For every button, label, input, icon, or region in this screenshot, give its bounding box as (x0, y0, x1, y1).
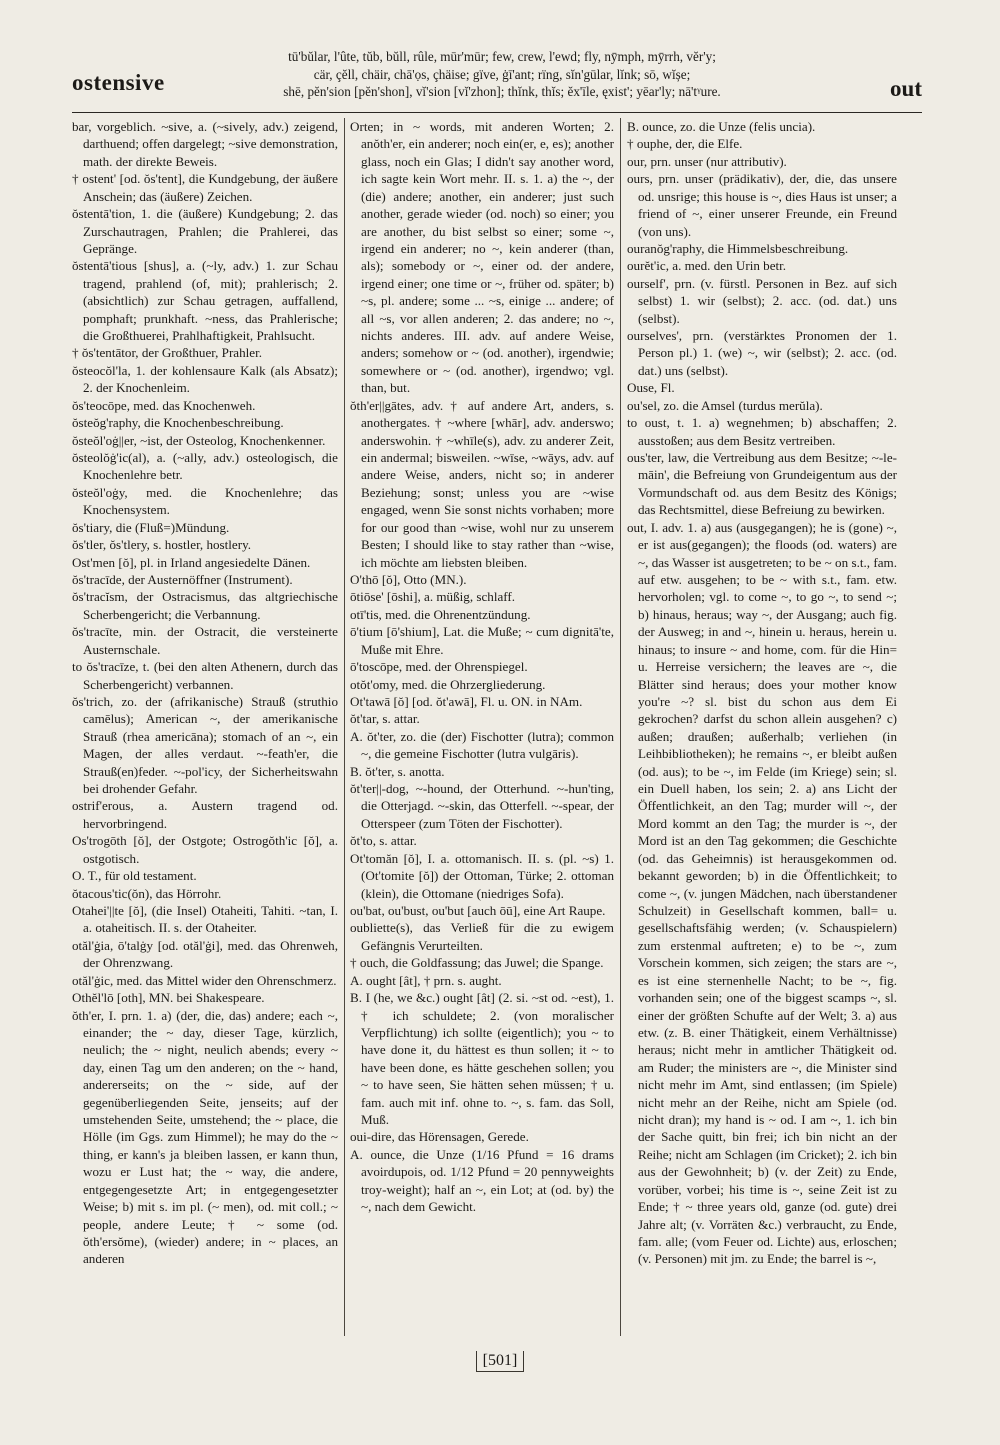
dictionary-entry: A. ought [ât], † prn. s. aught. (350, 972, 502, 988)
dictionary-entry: B. I (he, we &c.) ought [ât] (2. si. ~st od. ~est), 1. † ich schuldete; 2. (von moralischer Verpflichtung) ich sollte (eigentlich); you ~ to have done it, du hättest es thun sollen; it ~ to have been done, es hätte geschehen sollen; you ~ to have seen, Sie hätten sehen müssen; † u. fam. auch mit inf. ohne to. ~, s. fam. das Soll, Muß. (350, 990, 614, 1128)
dictionary-entry: † ouch, die Goldfassung; das Juwel; die Spange. (350, 955, 604, 971)
dictionary-entry: ŏs'tracīde, der Austernöffner (Instrument). (72, 571, 293, 587)
page-number-box (0, 1352, 1000, 1370)
dictionary-entry: ŏth'er||gātes, adv. † auf andere Art, anders, s. anothergates. † ~where [whār], adv. anderswo; anderswohin. † ~whīle(s), adv. zu anderer Zeit, ein andermal; bisweilen. ~wīse, ~wāys, adv. auf andere Weise, anders, nicht so; in anderer Beziehung; sonst; unless you are ~wise engaged, wenn Sie sonst nichts vorhaben; more for our good than ~wise, wohl nur zu unserem Besten; I should like to stay rather than ~wise, ich möchte am liebsten bleiben. (350, 397, 614, 570)
column-2 (350, 118, 614, 1336)
dictionary-entry: ŏs'teocōpe, med. das Knochenweh. (72, 397, 256, 413)
dictionary-entry: ostrif'erous, a. Austern tragend od. hervorbringend. (72, 798, 338, 831)
dictionary-entry: ŏt'to, s. attar. (350, 833, 417, 849)
dictionary-entry: ŏs'tracīte, min. der Ostracit, die versteinerte Austernschale. (72, 624, 338, 657)
dictionary-entry: ŏs'tiary, die (Fluß=)Mündung. (72, 519, 230, 535)
column-divider (344, 118, 345, 1336)
dictionary-entry: to oust, t. 1. a) wegnehmen; b) abschaffen; 2. ausstoßen; aus dem Besitz vertreiben. (627, 415, 897, 448)
dictionary-entry: † ostent' [od. ŏs'tent], die Kundgebung, der äußere Anschein; das (äußere) Zeichen. (72, 171, 338, 204)
pronunciation-key (212, 48, 792, 101)
dictionary-entry: Orten; in ~ words, mit anderen Worten; 2. anŏth'er, ein anderer; noch ein(er, e, es); another glass, noch ein Glas; I didn't say another word, ich sagte kein Wort mehr. II. s. 1. a) the ~, der (die) andere; another, ein anderer; just such another, gerade wieder (od. noch) so einer; you are another, du bist selbst so einer; some ~, irgend ein anderer; no ~, kein anderer (than, als); somebody or ~, einer od. der andere, irgend einer; one time or ~, früher od. später; b) ~s, pl. andere; some ... ~s, einige ... andere; of all ~s, vor allen anderen; 2. das andere; no ~, nichts anderes. III. adv. auf andere Weise, anders; somehow or ~ (od. another), irgendwie; somewhere or ~ (od. another), irgendwo; vgl. than, but. (350, 119, 614, 396)
dictionary-entry: ŏsteocŏl'la, 1. der kohlensaure Kalk (als Absatz); 2. der Knochenleim. (72, 362, 338, 396)
dictionary-entry: oubliette(s), das Verließ für die zu ewigem Gefängnis Verurteilten. (350, 920, 614, 953)
dictionary-entry: otăl'ġic, med. das Mittel wider den Ohrenschmerz. (72, 972, 337, 988)
dictionary-entry: ŏs'trich, zo. der (afrikanische) Strauß (struthio camēlus); American ~, der amerikanische Strauß (rhea americāna); stomach of an ~, ein Magen, der alles verdaut. ~-feath'er, die Strauß(en)feder. ~-pol'icy, der Sicherheitswahn bei drohender Gefahr. (72, 693, 338, 797)
dictionary-entry: to ŏs'tracīze, t. (bei den alten Athenern, durch das Scherbengericht) verbannen. (72, 659, 338, 692)
dictionary-entry: ŏt'ter||-dog, ~-hound, der Otterhund. ~-hun'ting, die Otterjagd. ~-skin, das Otterfell. ~-spear, der Otterspeer (zum Töten der Fischotter). (350, 781, 614, 831)
dictionary-entry: A. ounce, die Unze (1/16 Pfund = 16 drams avoirdupois, od. 1/12 Pfund = 20 pennyweights troy-weight); half an ~, ein Lot; at (od. by) the ~, nach dem Gewicht. (350, 1146, 614, 1215)
dictionary-entry: † ŏs'tentātor, der Großthuer, Prahler. (72, 345, 263, 361)
dictionary-entry: oui-dire, das Hörensagen, Gerede. (350, 1129, 529, 1145)
dictionary-entry: ŏt'tar, s. attar. (350, 711, 420, 727)
dictionary-entry: Othĕl'lō [oth], MN. bei Shakespeare. (72, 990, 265, 1006)
dictionary-entry: ŏsteŏg'raphy, die Knochenbeschreibung. (72, 415, 284, 431)
column-divider (620, 118, 621, 1336)
dictionary-entry: ouranŏg'raphy, die Himmelsbeschreibung. (627, 240, 849, 256)
guide-word-left: ostensive (72, 70, 165, 95)
dictionary-entry: ourself', prn. (v. fürstl. Personen in Bez. auf sich selbst) 1. wir (selbst); 2. acc. (od. dat.) uns (selbst). (627, 275, 897, 326)
column-3 (627, 118, 897, 1336)
dictionary-entry: ou'sel, zo. die Amsel (turdus merŭla). (627, 397, 823, 413)
dictionary-entry: ou'bat, ou'bust, ou'but [auch ōū], eine Art Raupe. (350, 902, 606, 918)
dictionary-entry: otŏt'omy, med. die Ohrzergliederung. (350, 676, 546, 692)
dictionary-entry: ŏs'tracĭsm, der Ostracismus, das altgriechische Scherbengericht; die Verbannung. (72, 589, 338, 622)
dictionary-entry: ous'ter, law, die Vertreibung aus dem Besitze; ~-le-māin', die Befreiung von Grundeigentum aus der Vormundschaft od. aus dem Besitz des Königs; das Rechtsmittel, diese Befreiung zu bewirken. (627, 450, 897, 518)
dictionary-entry: ŏstentā'tion, 1. die (äußere) Kundgebung; 2. das Zurschautragen, Prahlen; die Prahlerei, das Gepränge. (72, 206, 338, 256)
dictionary-entry: Ot'tomăn [ŏ], I. a. ottomanisch. II. s. (pl. ~s) 1. (Ot'tomite [ŏ]) der Ottoman, Türke; 2. ottoman (klein), die Ottomane (niedriges Sofa). (350, 850, 614, 901)
dictionary-entry: ours, prn. unser (prädikativ), der, die, das unsere od. unsrige; this house is ~, dies Haus ist unser; a friend of ~, einer unserer Freunde, ein Freund (von uns). (627, 171, 897, 239)
dictionary-entry: Ost'men [ŏ], pl. in Irland angesiedelte Dänen. (72, 554, 311, 570)
dictionary-entry: Ot'tawā [ŏ] [od. ŏt'awā], Fl. u. ON. in NAm. (350, 693, 583, 709)
dictionary-entry: ō'tium [ō'shium], Lat. die Muße; ~ cum dignitā'te, Muße mit Ehre. (350, 624, 614, 657)
column-1 (72, 118, 338, 1336)
pronunciation-key-line: tū'bŭlar, l'ûte, tŭb, bŭll, rûle, mūr'mūr; few, crew, l'ewd; fly, nȳmph, mȳrrh, vĕr'y; (288, 49, 716, 64)
dictionary-entry: ŏth'er, I. prn. 1. a) (der, die, das) andere; each ~, einander; the ~ day, dieser Tage, kürzlich, neulich; the ~ night, neulich abends; every ~ day, einen Tag um den anderen; on the ~ hand, andererseits; on the ~ side, auf der gegenüberliegenden Seite, jenseits; auf der umstehenden Seite, umstehend; the ~ place, die Hölle (im Ggs. zum Himmel); he may do the ~ thing, er kann's ja bleiben lassen, er kann thun, wozu er Lust hat; the ~ way, die andere, entgegengesetzte Art; in entgegengesetzter Weise; b) mit s. im pl. (~ men), od. mit coll.; ~ people, andere Leute; † ~ some (od. ŏth'ersŏme), (wieder) andere; in ~ places, an anderen (72, 1007, 338, 1267)
dictionary-entry: bar, vorgeblich. ~sive, a. (~sively, adv.) zeigend, darthuend; offen dargelegt; ~sive demonstration, math. der direkte Beweis. (72, 119, 338, 169)
dictionary-entry: O. T., für old testament. (72, 868, 197, 884)
dictionary-entry: B. ounce, zo. die Unze (felis uncia). (627, 119, 816, 134)
header-rule (72, 112, 922, 113)
dictionary-entry: ŏtacous'tic(ŏn), das Hörrohr. (72, 885, 222, 901)
dictionary-entry: ŏsteŏl'oġ||er, ~ist, der Osteolog, Knochenkenner. (72, 432, 326, 448)
dictionary-entry: ourselves', prn. (verstärktes Pronomen der 1. Person pl.) 1. (we) ~, wir (selbst); 2. acc. (od. dat.) uns (selbst). (627, 328, 897, 378)
dictionary-entry: O'thō [ŏ], Otto (MN.). (350, 571, 467, 587)
dictionary-entry: otī'tis, med. die Ohrenentzündung. (350, 606, 531, 622)
page-number: [501] (476, 1351, 525, 1372)
dictionary-entry: ō'toscōpe, med. der Ohrenspiegel. (350, 659, 528, 675)
dictionary-entry: ōtiōse' [ōshi], a. müßig, schlaff. (350, 589, 516, 605)
dictionary-entry: B. ŏt'ter, s. anotta. (350, 763, 445, 779)
pronunciation-key-line: cär, çĕll, chäir, chā'ọs, çhäise; gïve, ġī'ant; rïng, sĭn'gūlar, lĭnk; sō, wĭșe; (313, 66, 691, 82)
dictionary-entry: our, prn. unser (nur attributiv). (627, 153, 787, 169)
dictionary-entry: ŏstentā'tious [shus], a. (~ly, adv.) 1. zur Schau tragend, prahlend (of, mit); prahlerisch; 2. (absichtlich) zur Schau getragen, auffallend, pomphaft; prunkhaft. ~ness, das Prahlerische; die Großthuerei, Prahlhaftigkeit, Prahlsucht. (72, 258, 338, 344)
dictionary-entry: A. ŏt'ter, zo. die (der) Fischotter (lutra); common ~, die gemeine Fischotter (lutra vulgāris). (350, 728, 614, 762)
pronunciation-key-line: shē, pĕn'sion [pĕn'shon], vĭ'sion [vĭ'zhon]; thĭnk, thĭs; ĕx'īle, ęxist'; yēar'ly; nā'tᵞure. (283, 84, 721, 99)
dictionary-entry: otăl'ġia, ō'talġy [od. otăl'ġi], med. das Ohrenweh, der Ohrenzwang. (72, 937, 338, 971)
dictionary-entry: Os'trogōth [ŏ], der Ostgote; Ostrogŏth'ic [ŏ], a. ostgotisch. (72, 833, 338, 866)
guide-word-right: out (890, 76, 922, 101)
dictionary-entry: ourĕt'ic, a. med. den Urin betr. (627, 258, 787, 274)
dictionary-entry: ŏsteŏl'oġy, med. die Knochenlehre; das Knochensystem. (72, 484, 338, 518)
dictionary-entry: out, I. adv. 1. a) aus (ausgegangen); he is (gone) ~, er ist aus(gegangen); the floods (od. waters) are ~, das Wasser ist ausgetreten; to be ~ on s.t., fam. auf etw. ausgehen; to be ~ with s.t., fam. etw. hervorholen; vgl. to come ~, to go ~, to send ~; b) hinaus, heraus; way ~, der Ausgang; auch fig. der Ausweg; in and ~, hinein u. heraus, herein u. hinaus; to insure ~ and home, com. für die Hin= u. Herreise versichern; the leaves are ~, die Blätter sind heraus; does your mother know you're ~? sl. bist du schon aus dem Ei gekrochen? darfst du schon allein ausgehen? c) außen; draußen; außerhalb; verliehen (in Leihbibliotheken); he remains ~, er bleibt außen (od. aus); to be ~, im Felde (im Kriege) sein; sl. ein Duell haben, los sein; 2. a) ans Licht der Öffentlichkeit, an den Tag; murder will ~, der Mord kommt an den Tag; the murder is ~, der Mord ist an den Tag gekommen; die Geschichte (od. das Geheimnis) ist herausgekommen od. bekannt geworden; b) in die Öffentlichkeit; to come ~, (v. jungen Mädchen, nach überstandener Schulzeit) in Gesellschaft kommen, ball= u. gesellschaftsfähig werden; (v. Schauspielern) zum erstenmal auftreten; e) to be ~, zum Vorschein kommen, sich zeigen; the stars are ~, es ist eine sternenhelle Nacht; to be ~, fig. vorhanden sein; one of the biggest scamps ~, sl. einer der größten Schufte auf der Welt; 3. a) aus etw. (z. B. einer Thätigkeit, einem Verhältnisse) heraus; nicht mehr in amtlicher Thätigkeit od. am Ruder; the ministers are ~, die Minister sind nicht mehr im Amt, sind entlassen; (im Spiele) nicht mehr an der Reihe, nicht am Spiele (od. nicht dran); my hand is ~ od. I am ~, 1. ich bin der Sache quitt, bin frei; ich bin nicht an der Reihe; nicht am Schlagen (im Cricket); 2. ich bin aus der Gewohnheit; b) (v. der Zeit) zu Ende, vorüber, vorbei; his time is ~, seine Zeit ist zu Ende; † ~ three years old, ganze (od. gute) drei Jahre alt; (v. Vorräten &c.) verbraucht, zu Ende, fam. alle; (vom Feuer od. Lichte) aus, erloschen; (v. Personen) mit jm. zu Ende; the barrel is ~, (627, 519, 897, 1267)
dictionary-entry: Ouse, Fl. (627, 380, 675, 396)
dictionary-entry: Otahei'||te [ŏ], (die Insel) Otaheiti, Tahiti. ~tan, I. a. otaheitisch. II. s. der Otaheiter. (72, 902, 338, 936)
dictionary-entry: ŏs'tler, ŏs'tlery, s. hostler, hostlery. (72, 537, 252, 553)
dictionary-entry: ŏsteolŏġ'ic(al), a. (~ally, adv.) osteologisch, die Knochenlehre betr. (72, 450, 338, 483)
dictionary-entry: † ouphe, der, die Elfe. (627, 136, 743, 152)
